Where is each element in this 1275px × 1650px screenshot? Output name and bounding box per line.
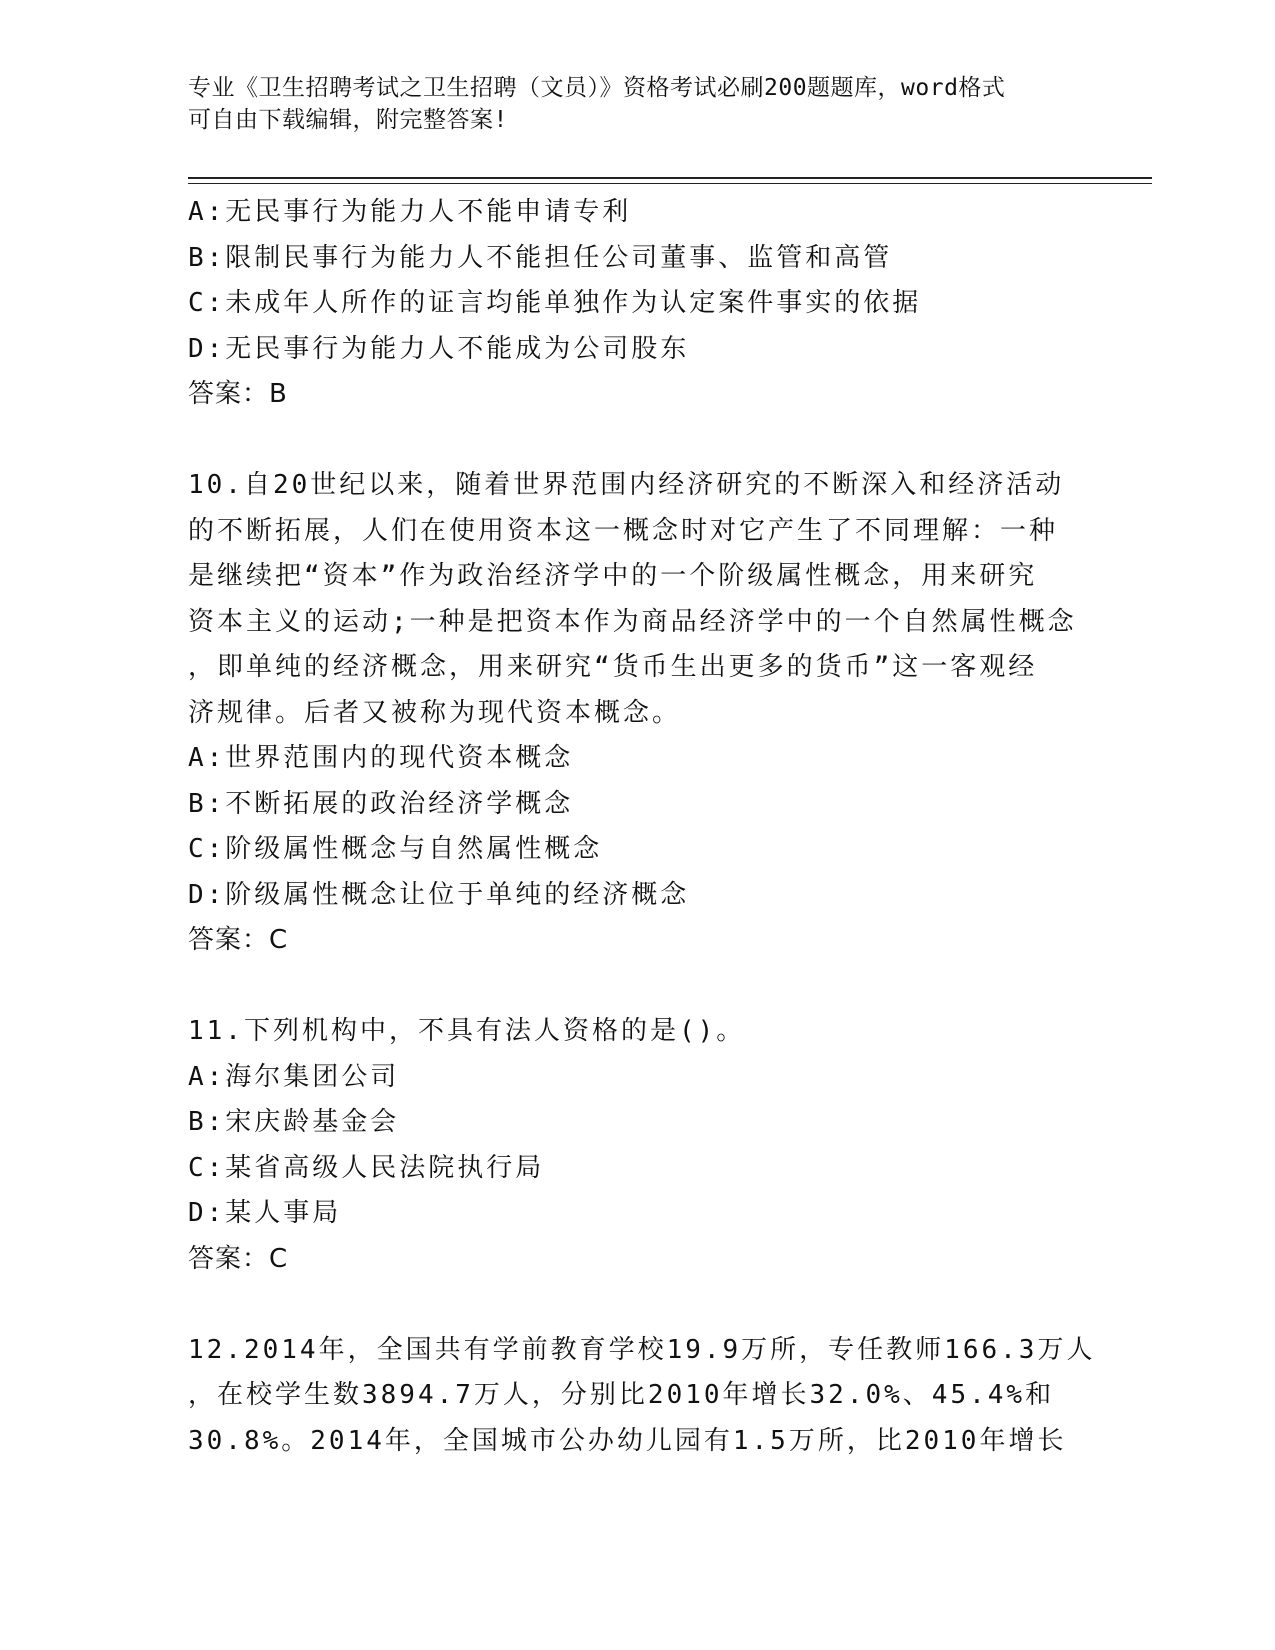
question-12: [188, 1328, 1096, 1465]
q9-option-b: B:限制民事行为能力人不能担任公司董事、监管和高管: [188, 242, 893, 273]
q10-text-line: 是继续把“资本”作为政治经济学中的一个阶级属性概念，用来研究: [188, 561, 1038, 591]
q9-option-d: D:无民事行为能力人不能成为公司股东: [188, 333, 690, 364]
q10-answer: 答案：C: [188, 925, 289, 955]
q12-text-line: 12.2014年，全国共有学前教育学校19.9万所，专任教师166.3万人: [188, 1334, 1096, 1365]
spacer: [188, 418, 1088, 464]
q11-option-d: D:某人事局: [188, 1198, 342, 1228]
q10-text-line: 资本主义的运动;一种是把资本作为商品经济学中的一个自然属性概念: [188, 606, 1077, 637]
q10-option-c: C:阶级属性概念与自然属性概念: [188, 834, 603, 864]
q10-option-a: A:世界范围内的现代资本概念: [188, 743, 574, 773]
question-10: [188, 463, 1088, 964]
q11-text: 11.下列机构中，不具有法人资格的是()。: [188, 1016, 746, 1046]
q11-option-b: B:宋庆龄基金会: [188, 1107, 400, 1137]
q10-option-b: B:不断拓展的政治经济学概念: [188, 788, 574, 819]
question-11: [188, 1009, 1088, 1282]
document-body: [188, 190, 1096, 1464]
question-9: [188, 190, 1088, 418]
q10-text-line: 10.自20世纪以来，随着世界范围内经济研究的不断深入和经济活动: [188, 470, 1065, 500]
q11-option-a: A:海尔集团公司: [188, 1061, 400, 1092]
header-divider-thick: [188, 177, 1152, 179]
q10-text-line: 的不断拓展，人们在使用资本这一概念时对它产生了不同理解：一种: [188, 515, 1059, 546]
q11-option-c: C:某省高级人民法院执行局: [188, 1152, 545, 1183]
q9-option-a: A:无民事行为能力人不能申请专利: [188, 197, 632, 227]
q12-text-line: 30.8%。2014年，全国城市公办幼儿园有1.5万所，比2010年增长: [188, 1425, 1067, 1456]
document-header: [188, 72, 1088, 136]
q12-text-line: ，在校学生数3894.7万人，分别比2010年增长32.0%、45.4%和: [188, 1380, 1055, 1410]
spacer: [188, 964, 1088, 1010]
q11-answer: 答案：C: [188, 1243, 289, 1274]
q10-option-d: D:阶级属性概念让位于单纯的经济概念: [188, 879, 690, 910]
spacer: [188, 1282, 1088, 1328]
q9-option-c: C:未成年人所作的证言均能单独作为认定案件事实的依据: [188, 288, 922, 318]
header-divider-thin: [188, 183, 1152, 184]
q9-answer: 答案：B: [188, 379, 288, 409]
header-title-line-1: 专业《卫生招聘考试之卫生招聘（文员）》资格考试必刷200题题库，word格式: [188, 75, 1006, 101]
header-title-line-2: 可自由下载编辑，附完整答案!: [188, 107, 508, 133]
q10-text-line: ，即单纯的经济概念，用来研究“货币生出更多的货币”这一客观经: [188, 652, 1038, 682]
q10-text-line: 济规律。后者又被称为现代资本概念。: [188, 697, 682, 728]
